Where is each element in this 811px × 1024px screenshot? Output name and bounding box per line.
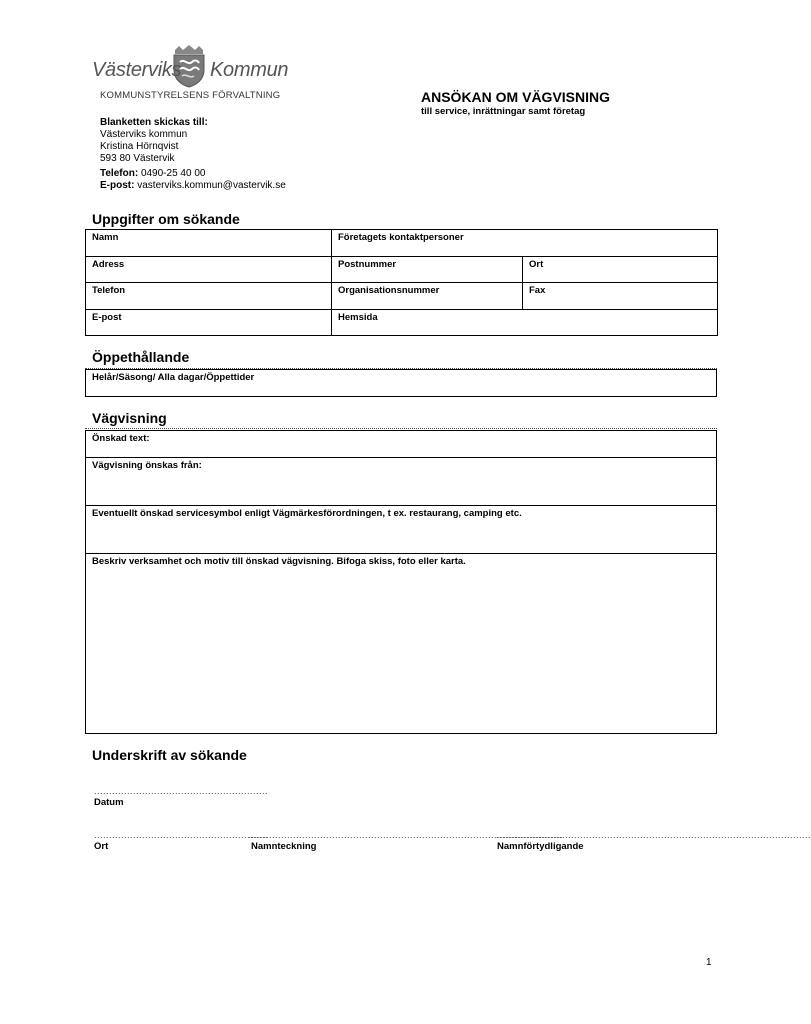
field-signage-from[interactable]: Vägvisning önskas från: — [86, 458, 717, 506]
place-line[interactable]: .......................................................... — [94, 830, 269, 840]
field-website[interactable]: Hemsida — [332, 310, 718, 336]
field-address[interactable]: Adress — [86, 257, 332, 283]
field-desired-text[interactable]: Önskad text: — [86, 431, 717, 458]
signage-table — [85, 430, 717, 734]
section-heading-signage: Vägvisning — [92, 410, 167, 426]
field-description[interactable]: Beskriv verksamhet och motiv till önskad vägvisning. Bifoga skiss, foto eller karta. — [86, 554, 717, 734]
section-heading-signature: Underskrift av sökande — [92, 747, 247, 763]
label-name-clarification: Namnförtydligande — [497, 841, 584, 852]
field-fax[interactable]: Fax — [523, 283, 718, 310]
field-postal-code[interactable]: Postnummer — [332, 257, 523, 283]
field-opening-hours[interactable]: Helår/Säsong/ Alla dagar/Öppettider — [86, 370, 717, 397]
field-city[interactable]: Ort — [523, 257, 718, 283]
label-place: Ort — [94, 841, 109, 852]
field-org-number[interactable]: Organisationsnummer — [332, 283, 523, 310]
name-clarification-line[interactable]: ......................................................................................................... — [496, 830, 811, 840]
date-line[interactable]: .......................................................... — [94, 786, 269, 796]
field-email[interactable]: E-post — [86, 310, 332, 336]
opening-table — [85, 369, 717, 397]
logo-wordmark-right: Kommun — [210, 59, 289, 81]
page-title: ANSÖKAN OM VÄGVISNING — [421, 89, 611, 105]
logo-wordmark-left: Västerviks — [92, 59, 182, 81]
email-value: vasterviks.kommun@vastervik.se — [137, 180, 286, 191]
field-contacts[interactable]: Företagets kontaktpersoner — [332, 230, 718, 257]
send-to-line: Västerviks kommun — [100, 129, 188, 140]
phone-label: Telefon: — [100, 168, 139, 179]
divider — [85, 428, 717, 429]
label-signature: Namnteckning — [251, 841, 317, 852]
section-heading-opening: Öppethållande — [92, 349, 190, 365]
send-to-line: Kristina Hörnqvist — [100, 141, 179, 152]
phone-value: 0490-25 40 00 — [140, 168, 206, 179]
phone-line — [100, 168, 205, 180]
section-heading-applicant: Uppgifter om sökande — [92, 211, 240, 227]
applicant-table — [85, 229, 718, 336]
email-label: E-post: — [100, 180, 135, 191]
email-line — [100, 180, 286, 192]
field-name[interactable]: Namn — [86, 230, 332, 257]
send-to-line: 593 80 Västervik — [100, 153, 175, 164]
logo-subline: KOMMUNSTYRELSENS FÖRVALTNING — [100, 90, 281, 101]
field-phone[interactable]: Telefon — [86, 283, 332, 310]
page-subtitle: till service, inrättningar samt företag — [421, 106, 586, 117]
field-service-symbol[interactable]: Eventuellt önskad servicesymbol enligt Vägmärkesförordningen, t ex. restaurang, camping etc. — [86, 506, 717, 554]
label-date: Datum — [94, 797, 124, 808]
signature-line[interactable]: ......................................................................................................... — [248, 830, 564, 840]
page-number: 1 — [706, 957, 712, 968]
send-to-label: Blanketten skickas till: — [100, 117, 208, 128]
